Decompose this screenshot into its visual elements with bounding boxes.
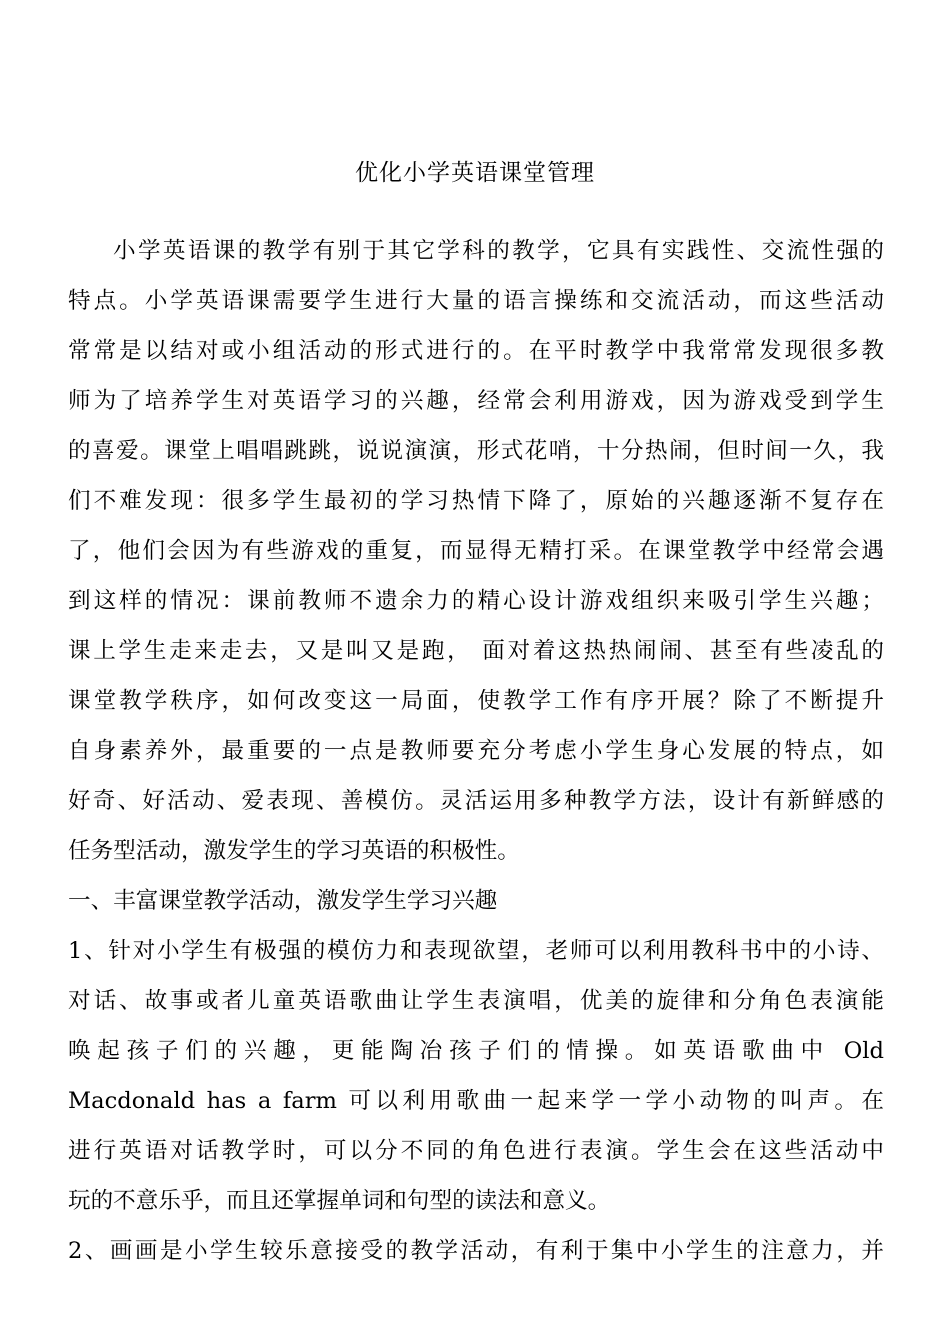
text-line: 师为了培养学生对英语学习的兴趣，经常会利用游戏，因为游戏受到学生 [68, 388, 884, 414]
text-line: 到这样的情况：课前教师不遗余力的精心设计游戏组织来吸引学生兴趣； [68, 588, 884, 614]
text-line: 了，他们会因为有些游戏的重复，而显得无精打采。在课堂教学中经常会遇 [68, 538, 884, 564]
text-line: Macdonald has a farm 可以利用歌曲一起来学一学小动物的叫声。在 [68, 1088, 884, 1114]
text-line: 自身素养外，最重要的一点是教师要充分考虑小学生身心发展的特点，如 [68, 738, 884, 764]
text-line: 课堂教学秩序，如何改变这一局面，使教学工作有序开展？除了不断提升 [68, 688, 884, 714]
text-line: 的喜爱。课堂上唱唱跳跳，说说演演，形式花哨，十分热闹，但时间一久，我 [68, 438, 884, 464]
text-line: 对话、故事或者儿童英语歌曲让学生表演唱，优美的旋律和分角色表演能 [68, 988, 884, 1014]
text-line: 们不难发现：很多学生最初的学习热情下降了，原始的兴趣逐渐不复存在 [68, 488, 884, 514]
text-line: 任务型活动，激发学生的学习英语的积极性。 [68, 838, 520, 864]
text-line: 1、针对小学生有极强的模仿力和表现欲望，老师可以利用教科书中的小诗、 [68, 938, 884, 964]
text-line: 好奇、好活动、爱表现、善模仿。灵活运用多种教学方法，设计有新鲜感的 [68, 788, 884, 814]
text-line: 唤起孩子们的兴趣，更能陶冶孩子们的情操。如英语歌曲中 Old [68, 1038, 884, 1064]
document-title: 优化小学英语课堂管理 [355, 160, 595, 186]
text-line: 特点。小学英语课需要学生进行大量的语言操练和交流活动，而这些活动 [68, 288, 884, 314]
text-line: 玩的不意乐乎，而且还掌握单词和句型的读法和意义。 [68, 1188, 611, 1214]
text-line: 小学英语课的教学有别于其它学科的教学，它具有实践性、交流性强的 [113, 238, 884, 264]
text-line: 进行英语对话教学时，可以分不同的角色进行表演。学生会在这些活动中 [68, 1138, 884, 1164]
text-line: 课上学生走来走去，又是叫又是跑， 面对着这热热闹闹、甚至有些凌乱的 [68, 638, 884, 664]
text-line: 2、画画是小学生较乐意接受的教学活动，有利于集中小学生的注意力，并 [68, 1238, 884, 1264]
text-line: 常常是以结对或小组活动的形式进行的。在平时教学中我常常发现很多教 [68, 338, 884, 364]
section-heading: 一、丰富课堂教学活动，激发学生学习兴趣 [68, 888, 498, 914]
document-body [68, 226, 884, 1276]
